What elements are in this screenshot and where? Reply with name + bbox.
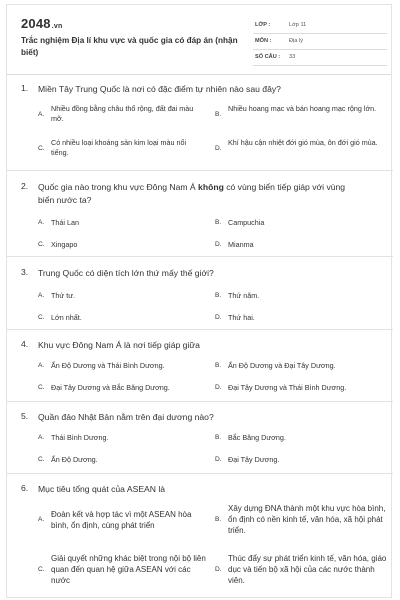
option-letter: D. [215, 145, 222, 152]
option-letter: A. [38, 516, 45, 523]
option-text: Có nhiều loại khoáng sản kim loại màu nổi tiếng. [51, 138, 187, 157]
option-letter: A. [38, 434, 45, 441]
option-letter: D. [215, 314, 222, 321]
option-text: Đại Tây Dương và Thái Bình Dương. [228, 383, 347, 392]
option-text: Thứ hai. [228, 313, 255, 322]
option-letter: C. [38, 241, 45, 248]
meta-row-grade [253, 19, 387, 34]
question-number: 6. [21, 483, 29, 493]
meta-value: Địa lý [289, 38, 303, 44]
option-letter: A. [38, 292, 45, 299]
question-divider [7, 256, 393, 257]
option-text: Nhiều hoang mạc và bán hoang mạc rộng lớn. [228, 104, 377, 113]
meta-row-count [253, 51, 387, 66]
option-text: Ấn Độ Dương và Thái Bình Dương. [51, 361, 165, 370]
option-text: Xingapo [51, 240, 78, 249]
question-number: 1. [21, 83, 29, 93]
option-text: Khí hậu cận nhiệt đới gió mùa, ôn đới gió mùa. [228, 138, 378, 147]
option-letter: D. [215, 384, 222, 391]
logo-suffix: .vn [51, 23, 63, 30]
option-text: Thúc đẩy sự phát triển kinh tế, văn hóa, giáo dục và tiến bộ xã hội của các nước thành viên. [228, 554, 387, 585]
question-text-part: Quốc gia nào trong khu vực Đông Nam Á [38, 182, 199, 192]
option-letter: B. [215, 434, 222, 441]
option-letter: B. [215, 219, 222, 226]
question-divider [7, 170, 393, 171]
quiz-title: Trắc nghiệm Địa lí khu vực và quốc gia có đáp án (nhận biết) [21, 36, 238, 57]
question-text [38, 181, 363, 207]
question-number: 4. [21, 339, 29, 349]
option-letter: B. [215, 362, 222, 369]
option-text: Nhiều đồng bằng châu thổ rộng, đất đai màu mỡ. [51, 104, 194, 123]
option-letter: B. [215, 516, 222, 523]
option-letter: C. [38, 145, 45, 152]
meta-label: SỐ CÂU : [255, 54, 281, 60]
meta-label: LỚP : [255, 22, 271, 28]
option-text: Giải quyết những khác biệt trong nội bộ liên quan đến quan hệ giữa ASEAN với các nước [51, 554, 206, 585]
meta-value: 33 [289, 54, 296, 60]
option-letter: C. [38, 566, 45, 573]
option-text: Thứ tư. [51, 291, 76, 300]
option-text: Mianma [228, 240, 254, 249]
option-text: Đại Tây Dương. [228, 455, 280, 464]
meta-row-subject [253, 35, 387, 50]
option-text: Ấn Độ Dương. [51, 455, 98, 464]
question-divider [7, 473, 393, 474]
question-text: Khu vực Đông Nam Á là nơi tiếp giáp giữa [38, 340, 200, 350]
option-letter: C. [38, 456, 45, 463]
option-letter: C. [38, 314, 45, 321]
option-letter: B. [215, 292, 222, 299]
question-divider [7, 401, 393, 402]
quiz-page [6, 4, 392, 598]
option-letter: D. [215, 456, 222, 463]
question-text: Miền Tây Trung Quốc là nơi có đặc điểm tự nhiên nào sau đây? [38, 84, 281, 94]
option-letter: D. [215, 566, 222, 573]
option-text: Thái Bình Dương. [51, 433, 109, 442]
option-text: Campuchia [228, 218, 265, 227]
question-number: 3. [21, 267, 29, 277]
question-text: Quần đảo Nhật Bản nằm trên đại dương nào? [38, 412, 214, 422]
quiz-meta [253, 19, 387, 67]
logo-main: 2048 [21, 16, 51, 31]
meta-label: MÔN : [255, 38, 272, 44]
question-number: 5. [21, 411, 29, 421]
option-text: Ấn Độ Dương và Đại Tây Dương. [228, 361, 336, 370]
option-letter: A. [38, 111, 45, 118]
option-text: Đoàn kết và hợp tác vì một ASEAN hòa bình, ổn định, cùng phát triển [51, 510, 192, 530]
option-letter: A. [38, 219, 45, 226]
quiz-header [7, 5, 391, 75]
option-letter: C. [38, 384, 45, 391]
meta-value: Lớp 11 [289, 22, 307, 28]
option-text: Xây dựng ĐNA thành một khu vực hòa bình, ổn định có nền kinh tế, văn hóa, xã hội phát triển. [228, 504, 386, 535]
site-logo[interactable] [21, 16, 62, 31]
question-divider [7, 329, 393, 330]
option-text: Thứ năm. [228, 291, 260, 300]
option-text: Thái Lan [51, 218, 79, 227]
question-text: Trung Quốc có diện tích lớn thứ mấy thế giới? [38, 268, 214, 278]
option-letter: A. [38, 362, 45, 369]
option-text: Lớn nhất. [51, 313, 82, 322]
option-text: Đại Tây Dương và Bắc Băng Dương. [51, 383, 170, 392]
question-text: Mục tiêu tổng quát của ASEAN là [38, 484, 166, 494]
option-text: Bắc Băng Dương. [228, 433, 286, 442]
option-letter: B. [215, 111, 222, 118]
question-number: 2. [21, 181, 29, 191]
option-letter: D. [215, 241, 222, 248]
question-text-emphasis: không [198, 182, 224, 192]
question-text-part: có vùng biển tiếp giáp với vùng biển nước ta? [38, 182, 346, 205]
